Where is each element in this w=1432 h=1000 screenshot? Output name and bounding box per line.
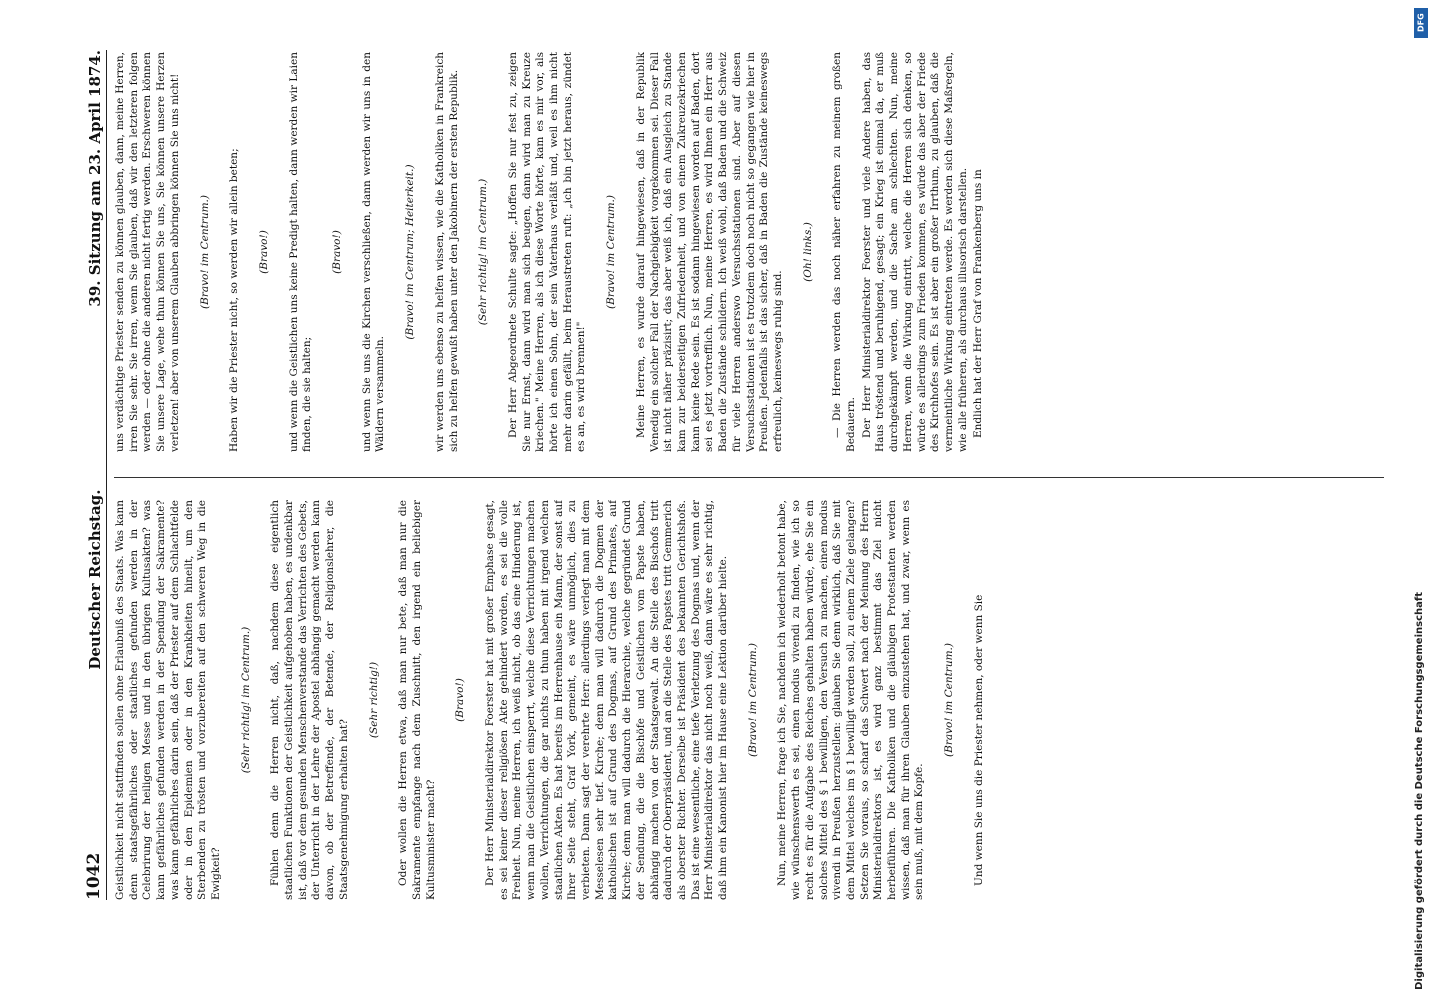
interjection: (Bravo!): [257, 230, 270, 274]
paragraph: und wenn Sie uns die Kirchen verschließen, dann werden wir uns in den Wäldern versammeln.: [360, 52, 387, 452]
interjection: (Bravo! im Centrum.): [605, 195, 618, 309]
interjection: (Sehr richtig! im Centrum.): [477, 178, 490, 326]
interjection: (Bravo! im Centrum.): [198, 195, 211, 309]
paragraph: Endlich hat der Herr Graf von Frankenberg uns in: [972, 169, 985, 438]
header-rule: [106, 50, 107, 900]
dfg-credit: Digitalisierung gefördert durch die Deutsche Forschungsgemeinschaft: [1414, 592, 1425, 990]
dfg-logo: DFG: [1414, 8, 1428, 38]
paragraph: Oder wollen die Herren etwa, daß man nur bete, daß man nur die Sakramente empfange nach dem Zuschnitt, den irgend ein beliebiger Kultusminister macht?: [397, 500, 437, 900]
paragraph: Der Herr Ministerialdirektor Foerster hat mit großer Emphase gesagt, es sei keiner dieser religiösen Akte gehindert worden, es sei die volle Freiheit. Nun, meine Herren, ich weiß nicht, ob das eine Hinderung ist, wenn man die Geistlichen einsperrt, welche diese Verrichtungen machen wollen, Verrichtungen, die gar nichts zu thun haben mit irgend welchen staatlichen Akten. Es hat bereits im Herrenhause ein Mann, der sonst auf Ihrer Seite steht, Graf York, gemeint, es wäre unmöglich, dies zu verbieten. Dann sagt der verehrte Herr: allerdings verlegt man mit dem Messelesen sehr tief. Kirche; denn man will dadurch die Dogmen der katholischen ist auf Grund des Dogmas, auf Grund des Primates, auf Kirche; denn man will dadurch die Hierarchie, welche gegründet Grund der Sendung, die die Bischöfe und Geistlichen vom Papste haben, abhängig machen von der Staatsgewalt. An die Stelle des Bischofs tritt dadurch der Oberpräsident, und an die Stelle des Papstes tritt Gemmerich als oberster Richter. Derselbe ist Präsident des bekannten Gerichtshofs. Das ist eine wesentliche, eine tiefe Verletzung des Dogmas und, wenn der Herr Ministerialdirektor das nicht noch weiß, dann wäre es sehr richtig, daß ihm ein Kanonist hier im Hause eine Lektion darüber hielte.: [484, 500, 730, 900]
interjection: (Sehr richtig! im Centrum.): [239, 626, 252, 774]
interjection: (Bravo! im Centrum.): [746, 643, 759, 757]
paragraph: Fühlen denn die Herren nicht, daß, nachdem diese eigentlich staatlichen Funktionen der Geistlichkeit aufgehoben haben, es undenkbar ist, daß vor dem gesunden Menschenverstande das Verrichten des Gebets, der Unterricht in der Lehre der Apostel abhängig gemacht werden kann davon, ob der Betreffende, der Betende, der Religionslehrer, die Staatsgenehmigung erhalten hat?: [269, 500, 350, 900]
paragraph: — Die Herren werden das noch näher erfahren zu meinem großen Bedauern.: [831, 52, 858, 452]
paragraph: Haben wir die Priester nicht, so werden wir allein beten;: [228, 148, 241, 452]
right-title: 39. Sitzung am 23. April 1874.: [86, 50, 104, 307]
paragraph: uns verdächtige Priester senden zu können glauben, dann, meine Herren, irren Sie sehr. Sie irren, wenn Sie glauben, daß wir den letzteren folgen werden — oder ohne die anderen nicht fertig werden. Erschweren können Sie unsere Lage, wehe thun können Sie uns, Sie können unsere Herzen verletzen! aber von unserem Glauben abbringen können Sie uns nicht!: [114, 52, 181, 452]
paragraph: Meine Herren, es wurde darauf hingewiesen, daß in der Republik Venedig ein solcher Fall der Nachgiebigkeit vorgekommen sei. Dieser Fall ist nicht näher präzisirt; das aber weiß ich, daß ein Ausgleich zu Stande kam zur beiderseitigen Zufriedenheit, und von einem Zukreuzekriechen kann keine Rede sein. Es ist sodann hingewiesen worden auf Baden, dort sei es jetzt vortrefflich. Nun, meine Herren, es wird Ihnen ein Herr aus Baden die Zustände schildern. Ich weiß wohl, daß Baden und die Schweiz für viele Herren anderswo Versuchsstationen sind. Aber auf diesen Versuchsstationen ist es trotzdem doch noch nicht so gegangen wie hier in Preußen. Jedenfalls ist das sicher, daß in Baden die Zustände keineswegs erfreulich, keineswegs ruhig sind.: [634, 52, 784, 452]
column-divider: [114, 477, 1384, 478]
interjection: (Oh! links.): [801, 222, 814, 282]
page-number: 1042: [84, 852, 104, 900]
left-title: Deutscher Reichstag.: [86, 489, 104, 670]
paragraph: und wenn die Geistlichen uns keine Predigt halten, dann werden wir Laien finden, die sie halten;: [287, 52, 314, 452]
left-column: [114, 500, 1394, 900]
paragraph: Der Herr Ministerialdirektor Foerster und viele Andere haben, das Haus tröstend und beruhigend, gesagt; ein Krieg ist einmal da, er muß durchgekämpft werden, und die Sache am schlechten. Nun, meine Herren, wenn die Wirkung eintritt, welche die Herren sich denken, so würde es allerdings zum Frieden kommen, es würde das aber der Friede des Kirchhofes sein. Es ist aber ein großer Irrthum, zu glauben, daß die vermeintliche Wirkung eintreten werde. Es werden sich diese Maßregeln, wie alle früheren, als durchaus illusorisch darstellen.: [860, 52, 969, 452]
paragraph: Geistlichkeit nicht stattfinden sollen ohne Erlaubniß des Staats. Was kann denn staatsgefährliches oder staatliches gefunden werden in der Celebrirung der heiligen Messe und in den übrigen Kultusakten? was kann gefährliches gefunden werden in der Spendung der Sakramente? was kann gefährliches darin sein, daß der Priester auf dem Schlachtfelde oder in den Epidemien oder in den Krankheiten hineilt, um den Sterbenden zu trösten und vorzubereiten auf den schweren Weg in die Ewigkeit?: [114, 500, 222, 900]
paragraph: Der Herr Abgeordnete Schulte sagte: „Hoffen Sie nur fest zu, zeigen Sie nur Ernst, dann wird man sich beugen, dann wird man zu Kreuze kriechen." Meine Herren, als ich diese Worte hörte, kam es mir vor, als hörte ich einen Sohn, der sein Vaterhaus verläßt und, weil es ihm nicht mehr darin gefällt, beim Heraustreten ruft: „ich bin jetzt heraus, zündet es an, es wird brennen!": [506, 52, 588, 452]
running-header: [78, 50, 104, 900]
interjection: (Sehr richtig!): [367, 661, 380, 739]
interjection: (Bravo!): [331, 230, 344, 274]
interjection: (Bravo!): [454, 678, 467, 722]
paragraph: Nun, meine Herren, frage ich Sie, nachdem ich wiederholt betont habe, wie wünschenswerth es sei, einen modus vivendi zu finden, wie ich so recht es für die Aufgabe des Reiches gehalten haben würde, ehe Sie ein solches Mittel des § 1 bewilligen, den Versuch zu machen, einen modus vivendi in Preußen herzustellen: glauben Sie denn wirklich, daß Sie mit dem Mittel welches im § 1 bewilligt werden soll, zu einem Ziele gelangen? Setzen Sie voraus, so scharf das Schwert nach der Meinung des Herrn Ministerialdirektors ist, es wird ganz bestimmt das Ziel nicht herbeiführen. Die Katholiken und die gläubigen Protestanten werden wissen, daß man für ihren Glauben einzustehen hat, und zwar, wenn es sein muß, mit dem Kopfe.: [776, 500, 926, 900]
right-column: [114, 52, 1394, 452]
paragraph: wir werden uns ebenso zu helfen wissen, wie die Katholiken in Frankreich sich zu helfen gewußt haben unter den Jakobinern der ersten Republik.: [433, 52, 460, 452]
interjection: (Bravo! im Centrum.): [943, 643, 956, 757]
interjection: (Bravo! im Centrum; Heiterkeit.): [404, 164, 417, 340]
paragraph: Und wenn Sie uns die Priester nehmen, oder wenn Sie: [972, 594, 985, 886]
